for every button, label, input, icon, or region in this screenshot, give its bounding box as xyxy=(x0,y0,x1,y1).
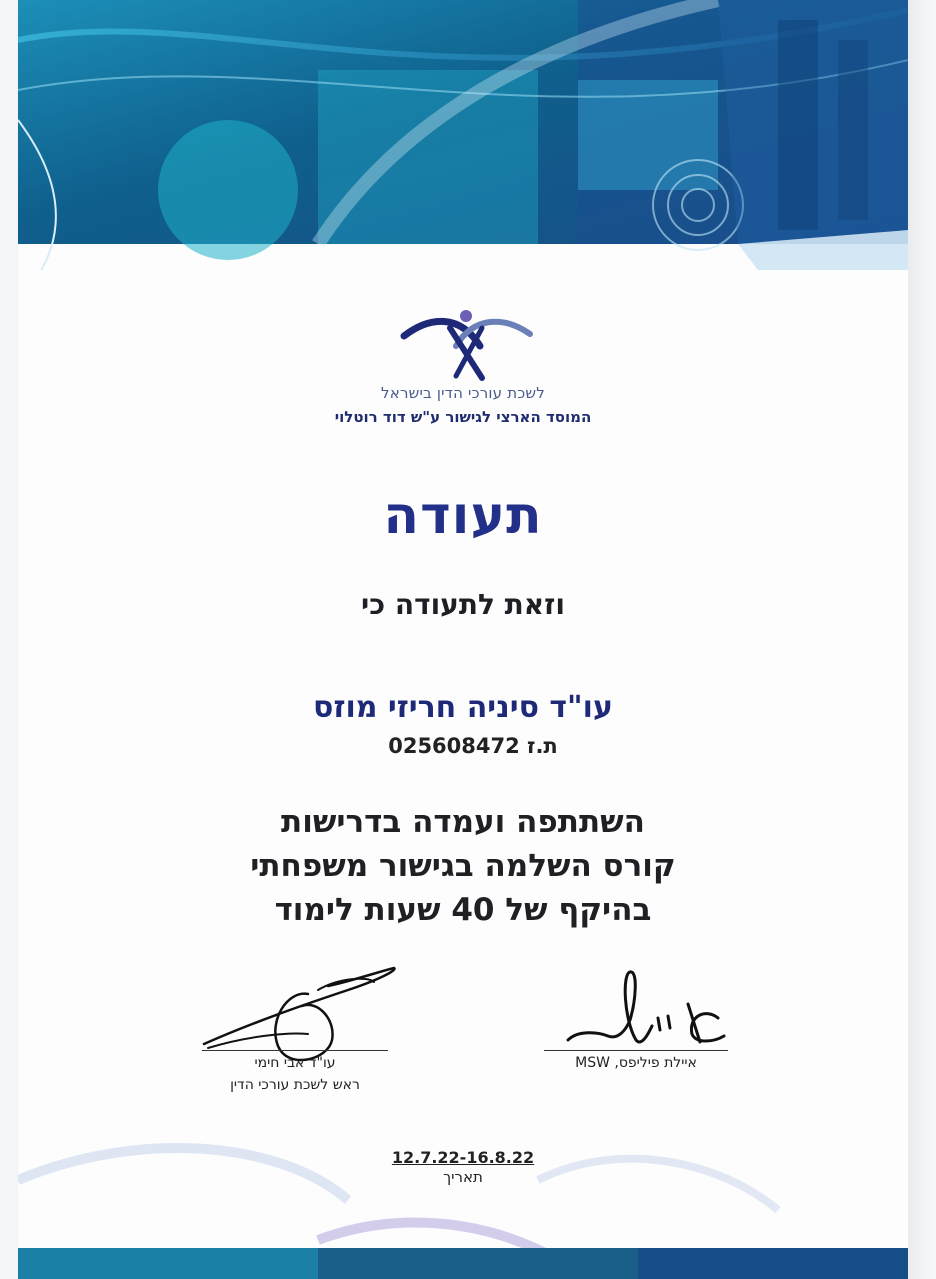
recipient-id-label: ת.ז xyxy=(527,734,558,758)
mediation-figure-logo xyxy=(400,306,534,382)
certificate-sheet xyxy=(18,0,908,1279)
certificate-body xyxy=(18,800,908,932)
footer-artwork xyxy=(18,1140,908,1279)
signature-line-left xyxy=(202,1050,388,1051)
header-artwork xyxy=(18,0,908,270)
organization-name: לשכת עורכי הדין בישראל xyxy=(381,384,545,402)
signature-line-right xyxy=(544,1050,728,1051)
date-value: 12.7.22-16.8.22 xyxy=(391,1148,535,1167)
body-line: קורס השלמה בגישור משפחתי xyxy=(250,848,676,884)
institute-name: המוסד הארצי לגישור ע"ש דוד רוטלוי xyxy=(334,408,592,426)
signature-left-name: עו"ד אבי חימי xyxy=(254,1055,336,1071)
signature-right-name: איילת פיליפס, MSW xyxy=(575,1055,697,1071)
certify-line: וזאת לתעודה כי xyxy=(361,588,565,621)
date-label: תאריך xyxy=(443,1168,483,1186)
body-line: בהיקף של 40 שעות לימוד xyxy=(274,892,652,928)
recipient-id-value: 025608472 xyxy=(388,734,520,758)
signature-left-title: ראש לשכת עורכי הדין xyxy=(230,1077,360,1093)
recipient-id-line xyxy=(358,734,588,758)
body-line: השתתפה ועמדה בדרישות xyxy=(281,804,645,840)
page-edge xyxy=(908,0,936,1279)
certificate-title: תעודה xyxy=(383,486,543,546)
recipient-name: עו"ד סיניה חריזי מוזס xyxy=(313,690,613,725)
